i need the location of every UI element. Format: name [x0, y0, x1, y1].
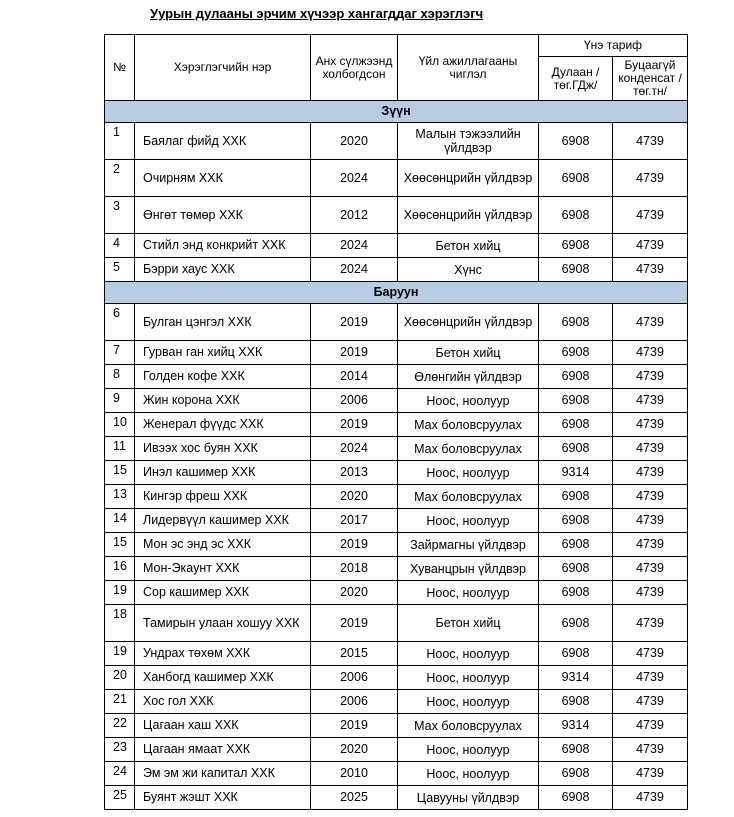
cell-condensate-tariff: 4739 — [613, 509, 688, 533]
cell-year: 2017 — [311, 509, 398, 533]
cell-condensate-tariff: 4739 — [613, 714, 688, 738]
cell-name: Ундрах төхөм ХХК — [135, 642, 311, 666]
cell-activity: Хөөсөнцрийн үйлдвэр — [398, 160, 539, 197]
cell-number: 22 — [105, 714, 135, 738]
table-row — [105, 160, 688, 197]
cell-name: Буянт жэшт ХХК — [135, 786, 311, 810]
table-row — [105, 234, 688, 258]
cell-number: 9 — [105, 389, 135, 413]
cell-number: 15 — [105, 461, 135, 485]
cell-activity: Бетон хийц — [398, 341, 539, 365]
cell-number: 18 — [105, 605, 135, 642]
cell-number: 6 — [105, 304, 135, 341]
cell-activity: Мах боловсруулах — [398, 437, 539, 461]
cell-activity: Цавууны үйлдвэр — [398, 786, 539, 810]
table-row — [105, 389, 688, 413]
table-row — [105, 714, 688, 738]
cell-name: Хос гол ХХК — [135, 690, 311, 714]
cell-condensate-tariff: 4739 — [613, 485, 688, 509]
cell-condensate-tariff: 4739 — [613, 389, 688, 413]
cell-number: 4 — [105, 234, 135, 258]
table-row — [105, 738, 688, 762]
consumers-table — [104, 34, 688, 810]
cell-name: Мон эс энд эс ХХК — [135, 533, 311, 557]
cell-year: 2006 — [311, 389, 398, 413]
cell-number: 24 — [105, 762, 135, 786]
cell-condensate-tariff: 4739 — [613, 762, 688, 786]
cell-number: 25 — [105, 786, 135, 810]
cell-heat-tariff: 9314 — [539, 714, 613, 738]
cell-year: 2020 — [311, 485, 398, 509]
cell-year: 2015 — [311, 642, 398, 666]
cell-activity: Бетон хийц — [398, 605, 539, 642]
cell-condensate-tariff: 4739 — [613, 197, 688, 234]
cell-activity: Ноос, ноолуур — [398, 690, 539, 714]
table-row — [105, 557, 688, 581]
cell-activity: Хөөсөнцрийн үйлдвэр — [398, 304, 539, 341]
cell-number: 3 — [105, 197, 135, 234]
cell-heat-tariff: 6908 — [539, 509, 613, 533]
cell-condensate-tariff: 4739 — [613, 786, 688, 810]
cell-heat-tariff: 6908 — [539, 234, 613, 258]
table-row — [105, 605, 688, 642]
cell-name: Эм эм жи капитал ХХК — [135, 762, 311, 786]
table-row — [105, 666, 688, 690]
cell-year: 2019 — [311, 605, 398, 642]
cell-activity: Ноос, ноолуур — [398, 581, 539, 605]
cell-name: Кингэр фреш ХХК — [135, 485, 311, 509]
cell-name: Сор кашимер ХХК — [135, 581, 311, 605]
cell-number: 21 — [105, 690, 135, 714]
cell-activity: Хөөсөнцрийн үйлдвэр — [398, 197, 539, 234]
cell-condensate-tariff: 4739 — [613, 123, 688, 160]
table-row — [105, 786, 688, 810]
cell-number: 16 — [105, 557, 135, 581]
cell-number: 10 — [105, 413, 135, 437]
cell-heat-tariff: 6908 — [539, 258, 613, 282]
page-title: Уурын дулааны эрчим хүчээр хангагддаг хэрэглэгч — [150, 6, 484, 21]
table-row — [105, 461, 688, 485]
cell-name: Ханбогд кашимер ХХК — [135, 666, 311, 690]
cell-year: 2019 — [311, 341, 398, 365]
cell-number: 5 — [105, 258, 135, 282]
cell-condensate-tariff: 4739 — [613, 413, 688, 437]
cell-name: Цагаан хаш ХХК — [135, 714, 311, 738]
cell-year: 2024 — [311, 234, 398, 258]
cell-condensate-tariff: 4739 — [613, 557, 688, 581]
table-row — [105, 365, 688, 389]
cell-name: Ивээх хос буян ХХК — [135, 437, 311, 461]
cell-name: Голден кофе ХХК — [135, 365, 311, 389]
cell-heat-tariff: 6908 — [539, 485, 613, 509]
cell-activity: Хуванцрын үйлдвэр — [398, 557, 539, 581]
cell-heat-tariff: 6908 — [539, 160, 613, 197]
cell-activity: Зайрмагны үйлдвэр — [398, 533, 539, 557]
cell-year: 2014 — [311, 365, 398, 389]
header-tariff: Үнэ тариф — [539, 35, 688, 57]
cell-activity: Малын тэжээлийн үйлдвэр — [398, 123, 539, 160]
cell-heat-tariff: 6908 — [539, 762, 613, 786]
cell-name: Гурван ган хийц ХХК — [135, 341, 311, 365]
cell-condensate-tariff: 4739 — [613, 365, 688, 389]
cell-year: 2006 — [311, 666, 398, 690]
section-title: Баруун — [105, 282, 688, 304]
cell-name: Баялаг фийд ХХК — [135, 123, 311, 160]
cell-heat-tariff: 6908 — [539, 581, 613, 605]
cell-activity: Ноос, ноолуур — [398, 461, 539, 485]
table-row — [105, 485, 688, 509]
table-row — [105, 533, 688, 557]
cell-condensate-tariff: 4739 — [613, 437, 688, 461]
cell-activity: Ноос, ноолуур — [398, 738, 539, 762]
cell-name: Лидервүүл кашимер ХХК — [135, 509, 311, 533]
cell-year: 2020 — [311, 123, 398, 160]
section-row — [105, 101, 688, 123]
header-year: Анх сүлжээнд холбогдсон — [311, 35, 398, 101]
cell-heat-tariff: 6908 — [539, 557, 613, 581]
cell-heat-tariff: 6908 — [539, 304, 613, 341]
cell-condensate-tariff: 4739 — [613, 690, 688, 714]
table-row — [105, 437, 688, 461]
cell-heat-tariff: 6908 — [539, 533, 613, 557]
cell-activity: Ноос, ноолуур — [398, 509, 539, 533]
cell-number: 20 — [105, 666, 135, 690]
table-row — [105, 413, 688, 437]
cell-name: Бэрри хаус ХХК — [135, 258, 311, 282]
cell-heat-tariff: 6908 — [539, 605, 613, 642]
header-heat: Дулаан /төг.ГДж/ — [539, 57, 613, 101]
cell-name: Тамирын улаан хошуу ХХК — [135, 605, 311, 642]
cell-name: Өнгөт төмөр ХХК — [135, 197, 311, 234]
cell-condensate-tariff: 4739 — [613, 258, 688, 282]
cell-heat-tariff: 6908 — [539, 197, 613, 234]
cell-number: 13 — [105, 485, 135, 509]
cell-year: 2019 — [311, 304, 398, 341]
cell-number: 14 — [105, 509, 135, 533]
cell-number: 19 — [105, 581, 135, 605]
cell-activity: Ноос, ноолуур — [398, 642, 539, 666]
cell-heat-tariff: 9314 — [539, 461, 613, 485]
cell-number: 15 — [105, 533, 135, 557]
cell-year: 2024 — [311, 437, 398, 461]
cell-condensate-tariff: 4739 — [613, 605, 688, 642]
cell-number: 11 — [105, 437, 135, 461]
cell-activity: Хүнс — [398, 258, 539, 282]
cell-name: Стийл энд конкрийт ХХК — [135, 234, 311, 258]
cell-name: Булган цэнгэл ХХК — [135, 304, 311, 341]
table-row — [105, 581, 688, 605]
cell-year: 2019 — [311, 413, 398, 437]
cell-name: Очирням ХХК — [135, 160, 311, 197]
cell-number: 2 — [105, 160, 135, 197]
table-row — [105, 304, 688, 341]
cell-heat-tariff: 6908 — [539, 341, 613, 365]
cell-condensate-tariff: 4739 — [613, 581, 688, 605]
table-row — [105, 123, 688, 160]
cell-heat-tariff: 6908 — [539, 642, 613, 666]
cell-year: 2018 — [311, 557, 398, 581]
table-body — [105, 101, 688, 810]
table-row — [105, 341, 688, 365]
cell-activity: Бетон хийц — [398, 234, 539, 258]
cell-name: Мон-Экаунт ХХК — [135, 557, 311, 581]
cell-year: 2012 — [311, 197, 398, 234]
header-no: № — [105, 35, 135, 101]
cell-condensate-tariff: 4739 — [613, 461, 688, 485]
cell-year: 2010 — [311, 762, 398, 786]
cell-activity: Мах боловсруулах — [398, 485, 539, 509]
cell-year: 2019 — [311, 533, 398, 557]
section-row — [105, 282, 688, 304]
cell-heat-tariff: 6908 — [539, 123, 613, 160]
table-row — [105, 642, 688, 666]
cell-condensate-tariff: 4739 — [613, 234, 688, 258]
cell-activity: Өлөнгийн үйлдвэр — [398, 365, 539, 389]
cell-heat-tariff: 6908 — [539, 389, 613, 413]
cell-activity: Мах боловсруулах — [398, 714, 539, 738]
section-title: Зүүн — [105, 101, 688, 123]
cell-number: 8 — [105, 365, 135, 389]
cell-activity: Ноос, ноолуур — [398, 762, 539, 786]
cell-heat-tariff: 6908 — [539, 690, 613, 714]
cell-number: 1 — [105, 123, 135, 160]
cell-heat-tariff: 6908 — [539, 786, 613, 810]
header-activity: Үйл ажиллагааны чиглэл — [398, 35, 539, 101]
cell-heat-tariff: 6908 — [539, 413, 613, 437]
cell-name: Жин корона ХХК — [135, 389, 311, 413]
cell-number: 19 — [105, 642, 135, 666]
cell-activity: Мах боловсруулах — [398, 413, 539, 437]
cell-heat-tariff: 6908 — [539, 365, 613, 389]
table-row — [105, 509, 688, 533]
cell-condensate-tariff: 4739 — [613, 304, 688, 341]
cell-number: 23 — [105, 738, 135, 762]
cell-year: 2025 — [311, 786, 398, 810]
cell-condensate-tariff: 4739 — [613, 666, 688, 690]
cell-heat-tariff: 9314 — [539, 666, 613, 690]
table-row — [105, 690, 688, 714]
cell-name: Цагаан ямаат ХХК — [135, 738, 311, 762]
cell-number: 7 — [105, 341, 135, 365]
cell-year: 2013 — [311, 461, 398, 485]
cell-year: 2006 — [311, 690, 398, 714]
cell-year: 2020 — [311, 581, 398, 605]
cell-year: 2024 — [311, 258, 398, 282]
table-row — [105, 258, 688, 282]
cell-name: Инэл кашимер ХХК — [135, 461, 311, 485]
cell-name: Женерал фүүдс ХХК — [135, 413, 311, 437]
cell-activity: Ноос, ноолуур — [398, 389, 539, 413]
table-row — [105, 762, 688, 786]
header-name: Хэрэглэгчийн нэр — [135, 35, 311, 101]
cell-condensate-tariff: 4739 — [613, 642, 688, 666]
table-row — [105, 197, 688, 234]
cell-condensate-tariff: 4739 — [613, 738, 688, 762]
cell-condensate-tariff: 4739 — [613, 341, 688, 365]
cell-year: 2019 — [311, 714, 398, 738]
cell-condensate-tariff: 4739 — [613, 160, 688, 197]
cell-year: 2020 — [311, 738, 398, 762]
cell-heat-tariff: 6908 — [539, 738, 613, 762]
cell-activity: Ноос, ноолуур — [398, 666, 539, 690]
cell-heat-tariff: 6908 — [539, 437, 613, 461]
cell-condensate-tariff: 4739 — [613, 533, 688, 557]
header-condensate: Буцаагүй конденсат /төг.тн/ — [613, 57, 688, 101]
cell-year: 2024 — [311, 160, 398, 197]
